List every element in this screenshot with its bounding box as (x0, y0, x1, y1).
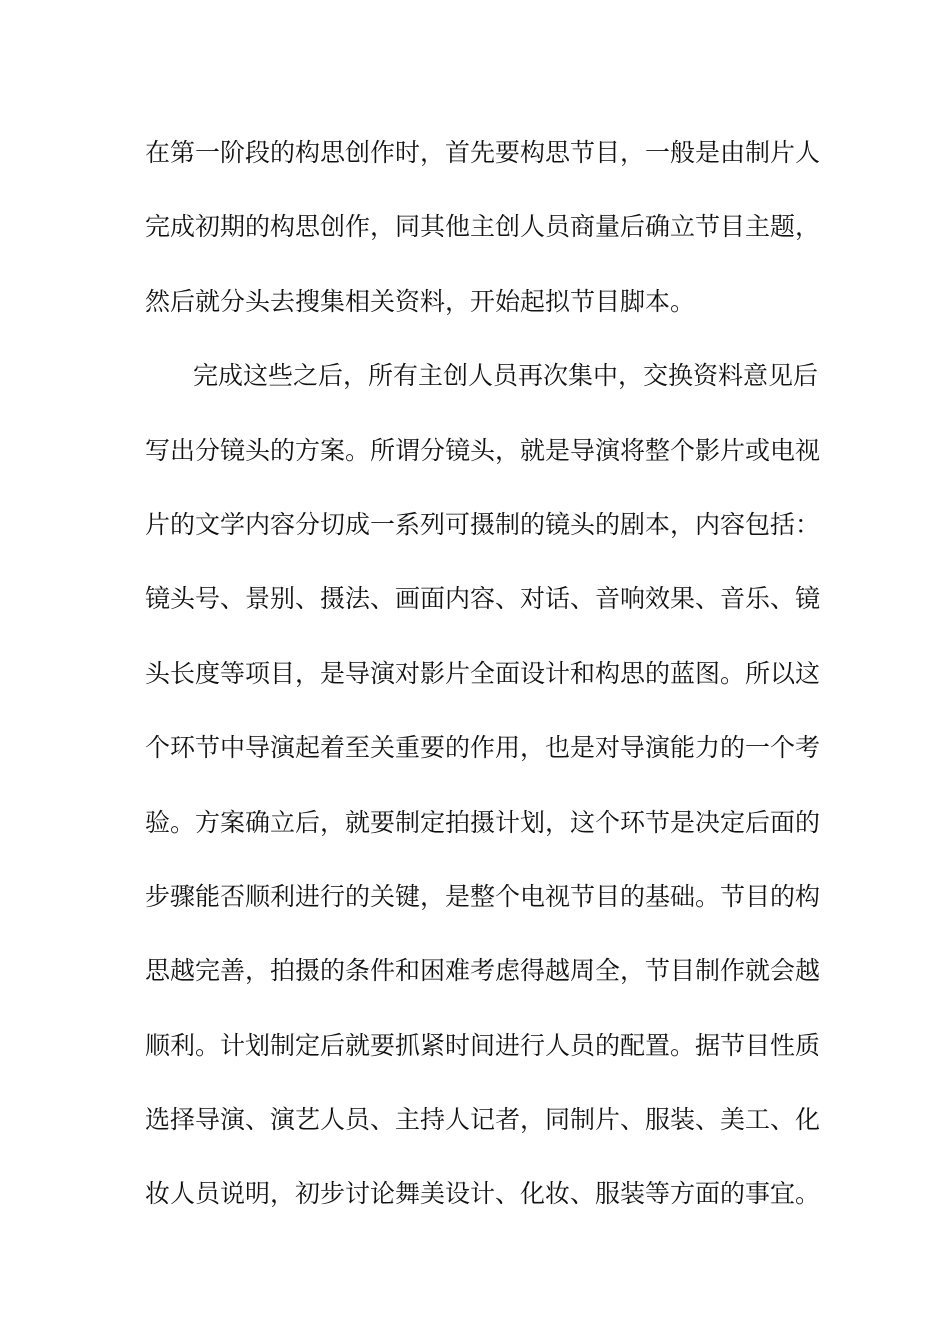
paragraph-2-line-1: 完成这些之后，所有主创人员再次集中，交换资料意见后 (193, 361, 819, 391)
paragraph-2-line-10: 顺利。计划制定后就要抓紧时间进行人员的配置。据节目性质 (145, 1030, 821, 1060)
paragraph-2-line-7: 验。方案确立后，就要制定拍摄计划，这个环节是决定后面的 (145, 807, 821, 837)
paragraph-1-line-2: 完成初期的构思创作，同其他主创人员商量后确立节目主题， (145, 212, 821, 242)
paragraph-2-line-8: 步骤能否顺利进行的关键，是整个电视节目的基础。节目的构 (145, 881, 821, 911)
paragraph-2-line-11: 选择导演、演艺人员、主持人记者，同制片、服装、美工、化 (145, 1105, 821, 1135)
paragraph-1-line-3: 然后就分头去搜集相关资料，开始起拟节目脚本。 (145, 286, 696, 316)
paragraph-2-line-6: 个环节中导演起着至关重要的作用，也是对导演能力的一个考 (145, 733, 821, 763)
paragraph-2-line-4: 镜头号、景别、摄法、画面内容、对话、音响效果、音乐、镜 (145, 584, 821, 614)
paragraph-2-line-3: 片的文学内容分切成一系列可摄制的镜头的剧本，内容包括： (145, 509, 821, 539)
paragraph-2-line-2: 写出分镜头的方案。所谓分镜头，就是导演将整个影片或电视 (145, 435, 821, 465)
paragraph-2-line-12: 妆人员说明，初步讨论舞美设计、化妆、服装等方面的事宜。 (145, 1179, 821, 1209)
paragraph-2-line-5: 头长度等项目，是导演对影片全面设计和构思的蓝图。所以这 (145, 658, 821, 688)
paragraph-1-line-1: 在第一阶段的构思创作时，首先要构思节目，一般是由制片人 (145, 138, 821, 167)
paragraph-2-line-9: 思越完善，拍摄的条件和困难考虑得越周全，节目制作就会越 (145, 956, 821, 986)
body-text (145, 128, 821, 1244)
